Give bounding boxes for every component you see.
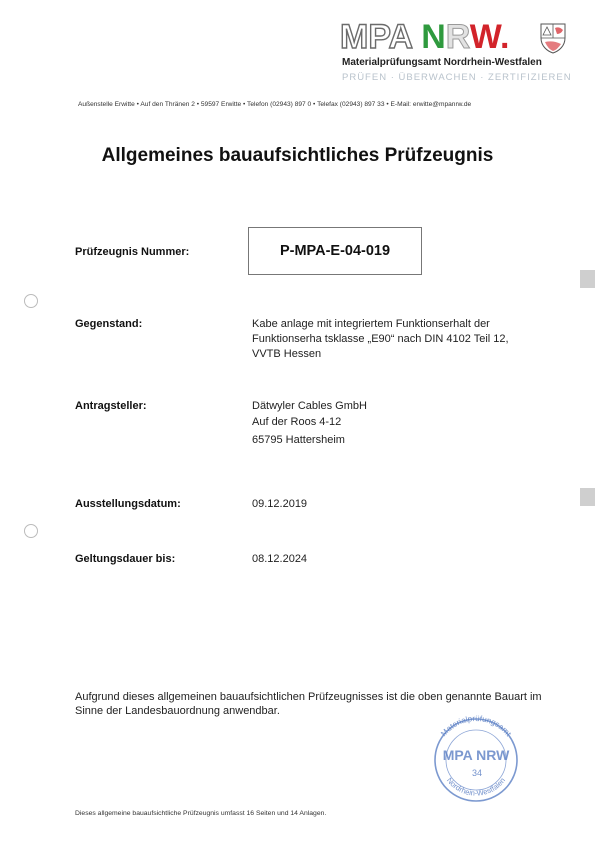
logo-subtitle: Materialprüfungsamt Nordrhein-Westfalen [342, 57, 542, 68]
stamp-top-text: Materialprüfungsamt [439, 713, 513, 739]
validity-statement: Aufgrund dieses allgemeinen bauaufsichtlichen Prüfzeugnisses ist die oben genannte Bauart im Sinne der Landesbauordnung anwendbar. [75, 691, 542, 717]
subject-line: Kabe anlage mit integriertem Funktionserhalt der [252, 318, 490, 330]
number-label: Prüfzeugnis Nummer: [75, 246, 190, 258]
side-tab [580, 270, 595, 288]
issue-date-label: Ausstellungsdatum: [75, 498, 181, 510]
applicant-street: Auf der Roos 4-12 [252, 416, 342, 428]
punch-hole [24, 524, 38, 538]
stamp-number: 34 [471, 768, 483, 778]
subject-line: Funktionserha tsklasse „E90“ nach DIN 4102 Teil 12, [252, 333, 509, 345]
logo-n-letter: N [421, 18, 446, 56]
applicant-label: Antragsteller: [75, 400, 147, 412]
logo-w-letter: W [469, 18, 500, 56]
subject-value [252, 317, 509, 362]
official-seal-stamp [421, 710, 531, 802]
applicant-city: 65795 Hattersheim [252, 434, 345, 446]
validity-label: Geltungsdauer bis: [75, 553, 176, 565]
logo-tagline: PRÜFEN · ÜBERWACHEN · ZERTIFIZIEREN [342, 72, 572, 83]
stamp-center-text: MPA NRW [442, 747, 510, 763]
mpa-nrw-logo [340, 18, 509, 56]
validity-value: 08.12.2024 [252, 553, 308, 565]
logo-dot: . [499, 18, 510, 56]
logo-mpa-text: MPA [340, 18, 422, 56]
applicant-company: Dätwyler Cables GmbH [252, 400, 367, 412]
issue-date-value: 09.12.2019 [252, 498, 308, 510]
subject-line: VVTB Hessen [252, 348, 322, 360]
certificate-number-box: P-MPA-E-04-019 [248, 227, 422, 275]
nrw-coat-of-arms-icon [539, 22, 567, 54]
address-line: Außenstelle Erwitte • Auf den Thränen 2 • 59597 Erwitte • Telefon (02943) 897 0 • Telefax (02943) 897 33 • E-Mail: erwitte@mpanrw.de [78, 101, 472, 108]
page-footer-note: Dieses allgemeine bauaufsichtliche Prüfzeugnis umfasst 16 Seiten und 14 Anlagen. [75, 810, 327, 817]
document-title: Allgemeines bauaufsichtliches Prüfzeugnis [101, 145, 494, 166]
logo-r-letter: R [445, 18, 470, 56]
side-tab [580, 488, 595, 506]
punch-hole [24, 294, 38, 308]
subject-label: Gegenstand: [75, 318, 143, 330]
stamp-bottom-text: Nordrhein-Westfalen [444, 775, 508, 798]
